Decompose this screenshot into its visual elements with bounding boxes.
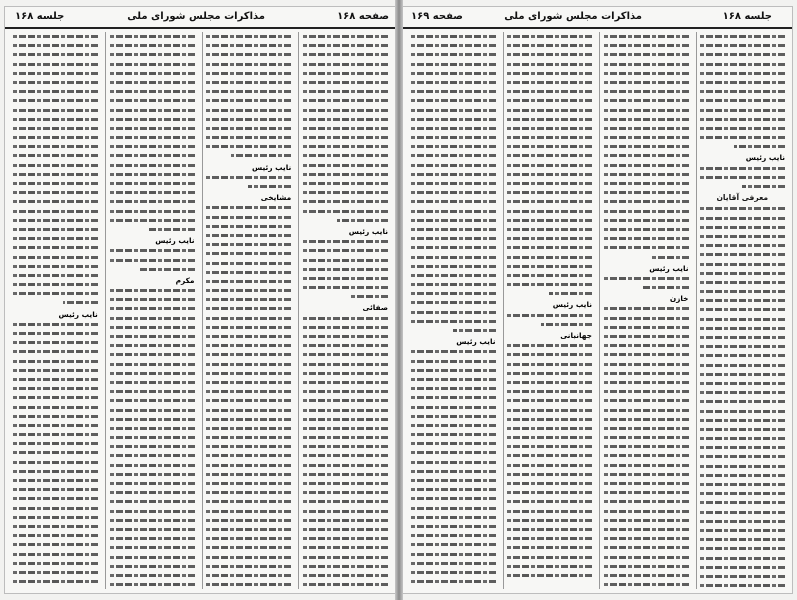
speaker-label: نایب رئیس bbox=[58, 309, 98, 319]
speaker-label: نایب رئیس bbox=[552, 300, 592, 310]
speaker-label: نایب رئیس bbox=[252, 162, 292, 172]
paragraph bbox=[206, 203, 292, 589]
text-column bbox=[503, 32, 596, 589]
paragraph bbox=[507, 311, 593, 329]
paragraph bbox=[700, 164, 786, 192]
right-page-number: صفحه ۱۶۹ bbox=[411, 11, 463, 22]
paragraph bbox=[12, 320, 98, 589]
speaker-label: صفائی bbox=[362, 303, 388, 313]
right-page bbox=[402, 6, 793, 594]
speaker-label: نایب رئیس bbox=[456, 337, 496, 347]
text-column bbox=[696, 32, 789, 589]
paragraph bbox=[507, 32, 593, 298]
paragraph bbox=[12, 32, 98, 308]
right-page-header bbox=[403, 7, 792, 29]
paragraph bbox=[302, 32, 388, 225]
text-column bbox=[407, 32, 499, 589]
right-page-columns bbox=[407, 32, 788, 589]
paragraph bbox=[700, 32, 786, 151]
paragraph bbox=[700, 204, 786, 589]
section-heading: معرفی آقایان bbox=[716, 193, 769, 203]
paragraph bbox=[109, 32, 195, 234]
speaker-label: مشایخی bbox=[260, 193, 292, 203]
text-column bbox=[202, 32, 295, 589]
left-page-columns bbox=[9, 32, 391, 589]
text-column bbox=[298, 32, 391, 589]
speaker-label: خازن bbox=[669, 294, 689, 304]
paragraph bbox=[302, 314, 388, 589]
paragraph bbox=[206, 173, 292, 191]
speaker-label: نایب رئیس bbox=[348, 226, 388, 236]
text-column bbox=[599, 32, 692, 589]
text-column bbox=[105, 32, 198, 589]
left-page-header bbox=[5, 7, 395, 29]
left-page-number: صفحه ۱۶۸ bbox=[337, 11, 389, 22]
speaker-label: مکرم bbox=[175, 275, 195, 285]
left-page-title: مذاکرات مجلس شورای ملی bbox=[127, 11, 265, 22]
text-column bbox=[9, 32, 101, 589]
paragraph bbox=[410, 32, 496, 335]
right-page-session: جلسه ۱۶۸ bbox=[722, 11, 772, 22]
paragraph bbox=[302, 237, 388, 301]
paragraph bbox=[603, 32, 689, 262]
speaker-label: جهانبانی bbox=[560, 331, 592, 341]
right-page-title: مذاکرات مجلس شورای ملی bbox=[504, 11, 642, 22]
speaker-label: نایب رئیس bbox=[649, 263, 689, 273]
left-page bbox=[4, 6, 396, 594]
paragraph bbox=[603, 274, 689, 292]
paragraph bbox=[109, 286, 195, 589]
paragraph bbox=[507, 341, 593, 580]
paragraph bbox=[603, 304, 689, 589]
speaker-label: نایب رئیس bbox=[745, 153, 785, 163]
paragraph bbox=[109, 246, 195, 274]
paragraph bbox=[206, 32, 292, 161]
speaker-label: نایب رئیس bbox=[155, 236, 195, 246]
paragraph bbox=[410, 347, 496, 589]
left-page-session: جلسه ۱۶۸ bbox=[15, 11, 65, 22]
